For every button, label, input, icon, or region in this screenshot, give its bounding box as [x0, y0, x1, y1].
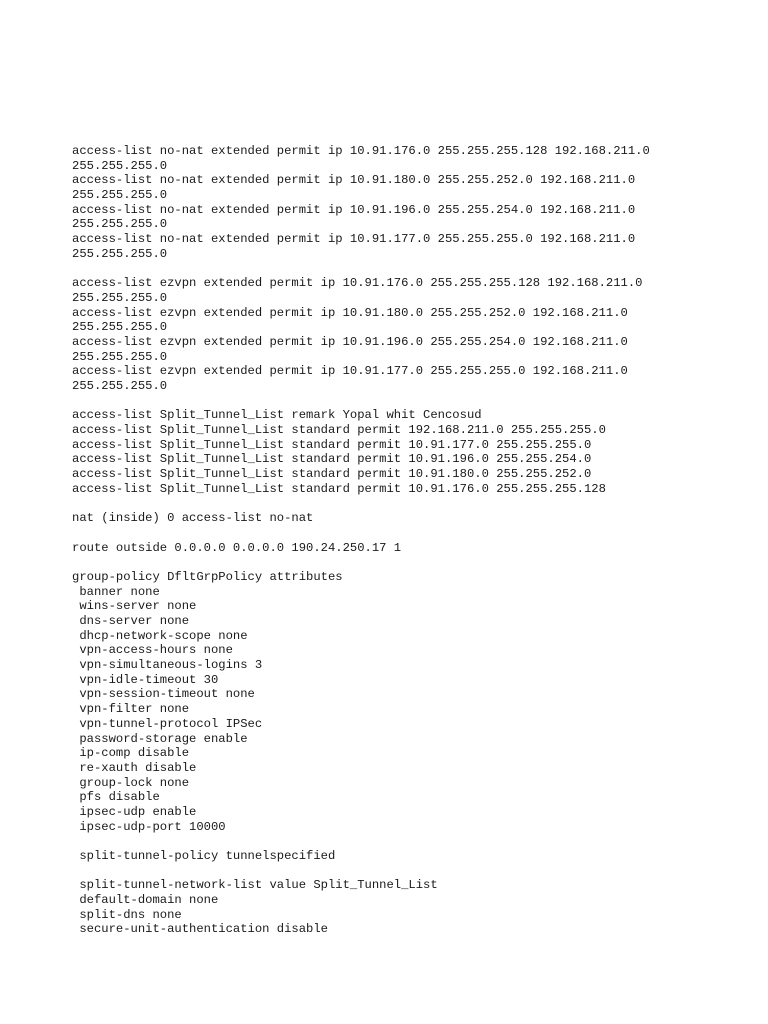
config-line: 255.255.255.0	[72, 349, 168, 364]
config-line: banner none	[72, 584, 160, 599]
config-line: access-list Split_Tunnel_List standard permit 10.91.176.0 255.255.255.128	[72, 481, 606, 496]
config-line: access-list ezvpn extended permit ip 10.91.177.0 255.255.255.0 192.168.211.0	[72, 364, 628, 379]
config-line: split-dns none	[72, 907, 182, 922]
config-line: group-policy DfltGrpPolicy attributes	[72, 569, 343, 584]
config-line: 255.255.255.0	[72, 188, 168, 203]
config-line: 255.255.255.0	[72, 290, 168, 305]
config-line	[72, 262, 752, 277]
config-line	[72, 555, 752, 570]
config-line: nat (inside) 0 access-list no-nat	[72, 511, 314, 526]
config-line: default-domain none	[72, 893, 219, 908]
config-line: vpn-simultaneous-logins 3	[72, 658, 263, 673]
config-line: wins-server none	[72, 599, 197, 614]
config-line: ip-comp disable	[72, 746, 190, 761]
config-line: vpn-idle-timeout 30	[72, 672, 219, 687]
config-text-block	[72, 144, 752, 937]
config-line: access-list Split_Tunnel_List standard permit 10.91.180.0 255.255.252.0	[72, 467, 592, 482]
config-line: vpn-session-timeout none	[72, 687, 255, 702]
config-line: 255.255.255.0	[72, 158, 168, 173]
config-line: split-tunnel-network-list value Split_Tunnel_List	[72, 878, 438, 893]
config-line	[72, 394, 752, 409]
config-line	[72, 526, 752, 541]
config-line: access-list Split_Tunnel_List standard permit 10.91.196.0 255.255.254.0	[72, 452, 592, 467]
config-line: access-list no-nat extended permit ip 10.91.176.0 255.255.255.128 192.168.211.0	[72, 144, 650, 158]
config-line: dhcp-network-scope none	[72, 628, 248, 643]
config-line	[72, 834, 752, 849]
config-line: password-storage enable	[72, 731, 248, 746]
config-line: secure-unit-authentication disable	[72, 922, 328, 937]
config-line: dns-server none	[72, 614, 190, 628]
config-line: vpn-tunnel-protocol IPSec	[72, 716, 263, 731]
config-line: split-tunnel-policy tunnelspecified	[72, 849, 336, 863]
config-line: ipsec-udp-port 10000	[72, 819, 226, 834]
config-line: access-list Split_Tunnel_List remark Yopal whit Cencosud	[72, 408, 482, 423]
config-line: access-list ezvpn extended permit ip 10.91.196.0 255.255.254.0 192.168.211.0	[72, 334, 628, 349]
config-line: group-lock none	[72, 775, 190, 790]
config-line	[72, 864, 752, 879]
config-line: 255.255.255.0	[72, 379, 168, 393]
config-line	[72, 497, 752, 512]
config-line: 255.255.255.0	[72, 320, 168, 335]
config-line: 255.255.255.0	[72, 217, 168, 232]
config-line: 255.255.255.0	[72, 246, 168, 261]
config-line: access-list ezvpn extended permit ip 10.91.180.0 255.255.252.0 192.168.211.0	[72, 305, 628, 320]
config-line: re-xauth disable	[72, 760, 197, 775]
config-line: vpn-filter none	[72, 702, 190, 717]
config-line: access-list no-nat extended permit ip 10.91.180.0 255.255.252.0 192.168.211.0	[72, 173, 636, 188]
config-line: access-list Split_Tunnel_List standard permit 10.91.177.0 255.255.255.0	[72, 437, 592, 452]
config-line: ipsec-udp enable	[72, 804, 197, 819]
config-line: vpn-access-hours none	[72, 643, 233, 658]
config-line: access-list no-nat extended permit ip 10.91.196.0 255.255.254.0 192.168.211.0	[72, 202, 636, 217]
config-line: route outside 0.0.0.0 0.0.0.0 190.24.250.17 1	[72, 540, 402, 555]
config-line: pfs disable	[72, 790, 160, 805]
config-line: access-list no-nat extended permit ip 10.91.177.0 255.255.255.0 192.168.211.0	[72, 232, 636, 247]
config-line: access-list ezvpn extended permit ip 10.91.176.0 255.255.255.128 192.168.211.0	[72, 276, 643, 291]
config-line: access-list Split_Tunnel_List standard permit 192.168.211.0 255.255.255.0	[72, 423, 606, 438]
